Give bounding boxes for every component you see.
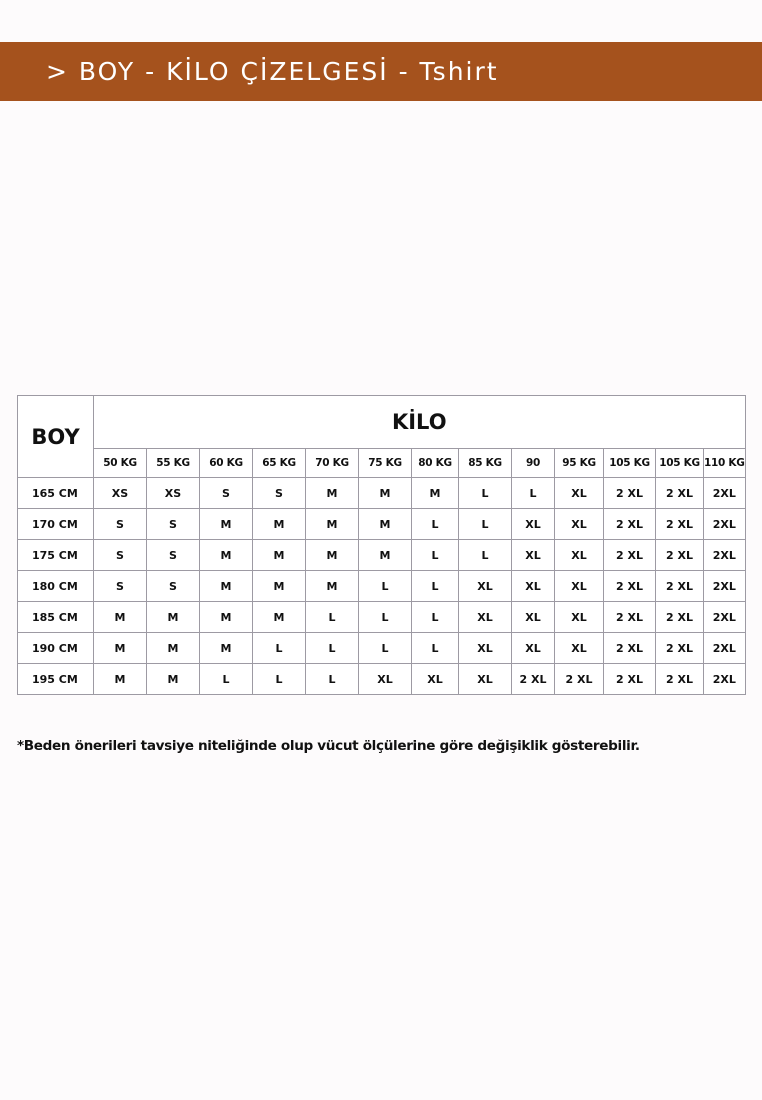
size-cell: XL (459, 571, 512, 602)
size-cell: 2XL (704, 664, 746, 695)
size-cell: XL (512, 602, 555, 633)
size-cell: 2XL (704, 633, 746, 664)
size-cell: M (253, 602, 306, 633)
size-cell: 2XL (704, 509, 746, 540)
size-cell: L (459, 540, 512, 571)
size-cell: M (306, 509, 359, 540)
height-cell: 180 CM (18, 571, 94, 602)
size-cell: 2 XL (656, 602, 704, 633)
weight-header-row (18, 449, 746, 478)
weight-header-cell: 105 KG (604, 449, 656, 478)
size-cell: L (459, 509, 512, 540)
size-cell: L (412, 509, 459, 540)
table-row (18, 664, 746, 695)
size-cell: M (147, 633, 200, 664)
weight-header-cell: 95 KG (555, 449, 604, 478)
size-cell: S (94, 540, 147, 571)
size-cell: XL (359, 664, 412, 695)
size-cell: S (253, 478, 306, 509)
size-cell: XS (94, 478, 147, 509)
table-row (18, 540, 746, 571)
size-cell: 2XL (704, 602, 746, 633)
height-cell: 165 CM (18, 478, 94, 509)
size-cell: L (512, 478, 555, 509)
size-cell: XL (512, 509, 555, 540)
size-cell: XL (555, 540, 604, 571)
table-row (18, 571, 746, 602)
header-banner (0, 42, 762, 101)
size-cell: L (412, 540, 459, 571)
size-cell: M (200, 571, 253, 602)
size-cell: M (200, 509, 253, 540)
weight-header-cell: 65 KG (253, 449, 306, 478)
size-cell: L (359, 633, 412, 664)
size-cell: L (359, 602, 412, 633)
size-cell: M (306, 571, 359, 602)
size-cell: XL (555, 602, 604, 633)
size-cell: L (359, 571, 412, 602)
size-cell: XL (555, 478, 604, 509)
size-cell: L (412, 602, 459, 633)
size-cell: S (147, 540, 200, 571)
size-cell: 2XL (704, 478, 746, 509)
size-chart-table (17, 395, 746, 695)
size-cell: 2 XL (604, 478, 656, 509)
size-cell: 2 XL (656, 633, 704, 664)
size-cell: M (359, 478, 412, 509)
size-cell: 2 XL (656, 478, 704, 509)
size-cell: 2XL (704, 540, 746, 571)
size-cell: XL (512, 540, 555, 571)
size-cell: M (200, 602, 253, 633)
size-cell: 2 XL (604, 664, 656, 695)
weight-header-cell: 50 KG (94, 449, 147, 478)
size-cell: M (412, 478, 459, 509)
weight-header-cell: 85 KG (459, 449, 512, 478)
size-cell: M (306, 478, 359, 509)
weight-header-cell: 105 KG (656, 449, 704, 478)
size-cell: XL (412, 664, 459, 695)
size-cell: S (147, 509, 200, 540)
size-cell: S (147, 571, 200, 602)
table-row (18, 602, 746, 633)
size-cell: S (200, 478, 253, 509)
height-cell: 195 CM (18, 664, 94, 695)
size-cell: S (94, 509, 147, 540)
size-cell: M (94, 602, 147, 633)
size-cell: XL (459, 602, 512, 633)
size-cell: M (359, 540, 412, 571)
height-cell: 190 CM (18, 633, 94, 664)
size-cell: L (459, 478, 512, 509)
size-cell: L (200, 664, 253, 695)
kilo-header: KİLO (94, 396, 746, 449)
size-cell: M (253, 509, 306, 540)
disclaimer-note: *Beden önerileri tavsiye niteliğinde olup vücut ölçülerine göre değişiklik gösterebilir. (17, 738, 640, 754)
size-cell: XL (555, 571, 604, 602)
size-cell: 2 XL (656, 540, 704, 571)
size-cell: M (147, 602, 200, 633)
size-cell: 2 XL (512, 664, 555, 695)
size-cell: L (412, 633, 459, 664)
size-cell: L (412, 571, 459, 602)
size-cell: L (306, 664, 359, 695)
table-header-row (18, 396, 746, 449)
size-cell: 2 XL (604, 633, 656, 664)
size-cell: 2 XL (555, 664, 604, 695)
size-cell: XS (147, 478, 200, 509)
size-cell: 2 XL (656, 509, 704, 540)
size-cell: M (200, 633, 253, 664)
size-cell: M (94, 633, 147, 664)
weight-header-cell: 110 KG (704, 449, 746, 478)
size-cell: 2 XL (604, 571, 656, 602)
size-cell: M (359, 509, 412, 540)
weight-header-cell: 80 KG (412, 449, 459, 478)
size-cell: XL (459, 633, 512, 664)
size-cell: M (253, 540, 306, 571)
table-row (18, 633, 746, 664)
banner-title: > BOY - KİLO ÇİZELGESİ - Tshirt (46, 57, 499, 86)
size-cell: XL (459, 664, 512, 695)
boy-header: BOY (18, 396, 94, 478)
size-cell: M (306, 540, 359, 571)
size-cell: 2 XL (604, 509, 656, 540)
size-cell: XL (555, 509, 604, 540)
height-cell: 175 CM (18, 540, 94, 571)
size-cell: M (94, 664, 147, 695)
size-cell: 2 XL (656, 571, 704, 602)
size-cell: L (306, 602, 359, 633)
height-cell: 170 CM (18, 509, 94, 540)
size-cell: XL (512, 633, 555, 664)
size-cell: L (306, 633, 359, 664)
size-cell: 2XL (704, 571, 746, 602)
size-cell: M (253, 571, 306, 602)
size-cell: 2 XL (604, 602, 656, 633)
size-cell: M (147, 664, 200, 695)
table-row (18, 509, 746, 540)
weight-header-cell: 70 KG (306, 449, 359, 478)
weight-header-cell: 55 KG (147, 449, 200, 478)
size-cell: S (94, 571, 147, 602)
size-cell: XL (512, 571, 555, 602)
size-cell: L (253, 664, 306, 695)
size-cell: 2 XL (604, 540, 656, 571)
size-cell: M (200, 540, 253, 571)
weight-header-cell: 60 KG (200, 449, 253, 478)
height-cell: 185 CM (18, 602, 94, 633)
size-cell: 2 XL (656, 664, 704, 695)
size-cell: L (253, 633, 306, 664)
size-cell: XL (555, 633, 604, 664)
weight-header-cell: 90 (512, 449, 555, 478)
weight-header-cell: 75 KG (359, 449, 412, 478)
table-row (18, 478, 746, 509)
